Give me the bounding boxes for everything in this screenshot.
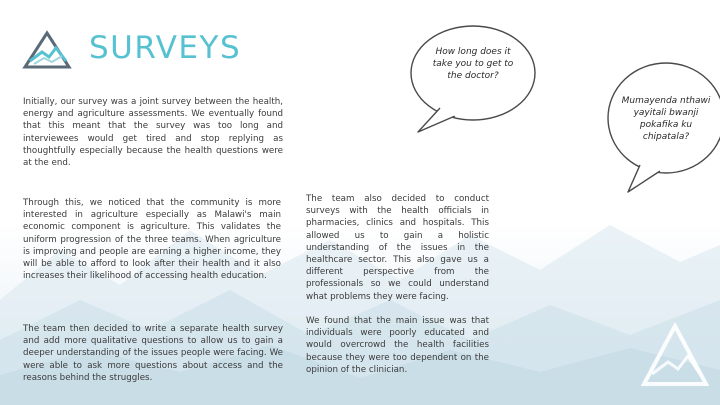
bubble-question-english: How long does it take you to get to the doctor? bbox=[432, 47, 514, 81]
slide-title: SURVEYS bbox=[89, 30, 242, 66]
watermark-triangle-icon bbox=[640, 320, 710, 390]
paragraph-separate-survey: The team then decided to write a separate health survey and add more qualitative questions to allow us to gain a deeper understanding of the issues people were facing. We were able to ask more questions about access and the reasons behind the struggles. bbox=[23, 324, 283, 383]
paragraph-initial-survey: Initially, our survey was a joint survey between the health, energy and agriculture assessments. We eventually found that this meant that the survey was too long and interviewees would get tired and stop replying as thoughtfully especially because the health questions were at the end. bbox=[23, 97, 283, 169]
paragraph-health-officials: The team also decided to conduct surveys with the health officials in pharmacies, clinics and hospitals. This allowed us to gain a holistic understanding of the issues in the healthcare sector. This also gave us a different perspective from the professionals so we could understand what problems they were facing. bbox=[306, 194, 489, 302]
paragraph-agriculture-interest: Through this, we noticed that the community is more interested in agriculture especially as Malawi's main economic component is agriculture. This validates the uniform progression of the three teams. When agriculture is improving and people are earning a higher income, they will be able to afford to look after their health and it also increases their likelihood of accessing health education. bbox=[23, 198, 281, 282]
paragraph-main-issue: We found that the main issue was that individuals were poorly educated and would overcrowd the health facilities because they were too dependent on the opinion of the clinician. bbox=[306, 316, 489, 375]
bubble-question-chichewa: Mumayenda nthawi yayitali bwanji pokafika ku chipatala? bbox=[621, 96, 711, 142]
